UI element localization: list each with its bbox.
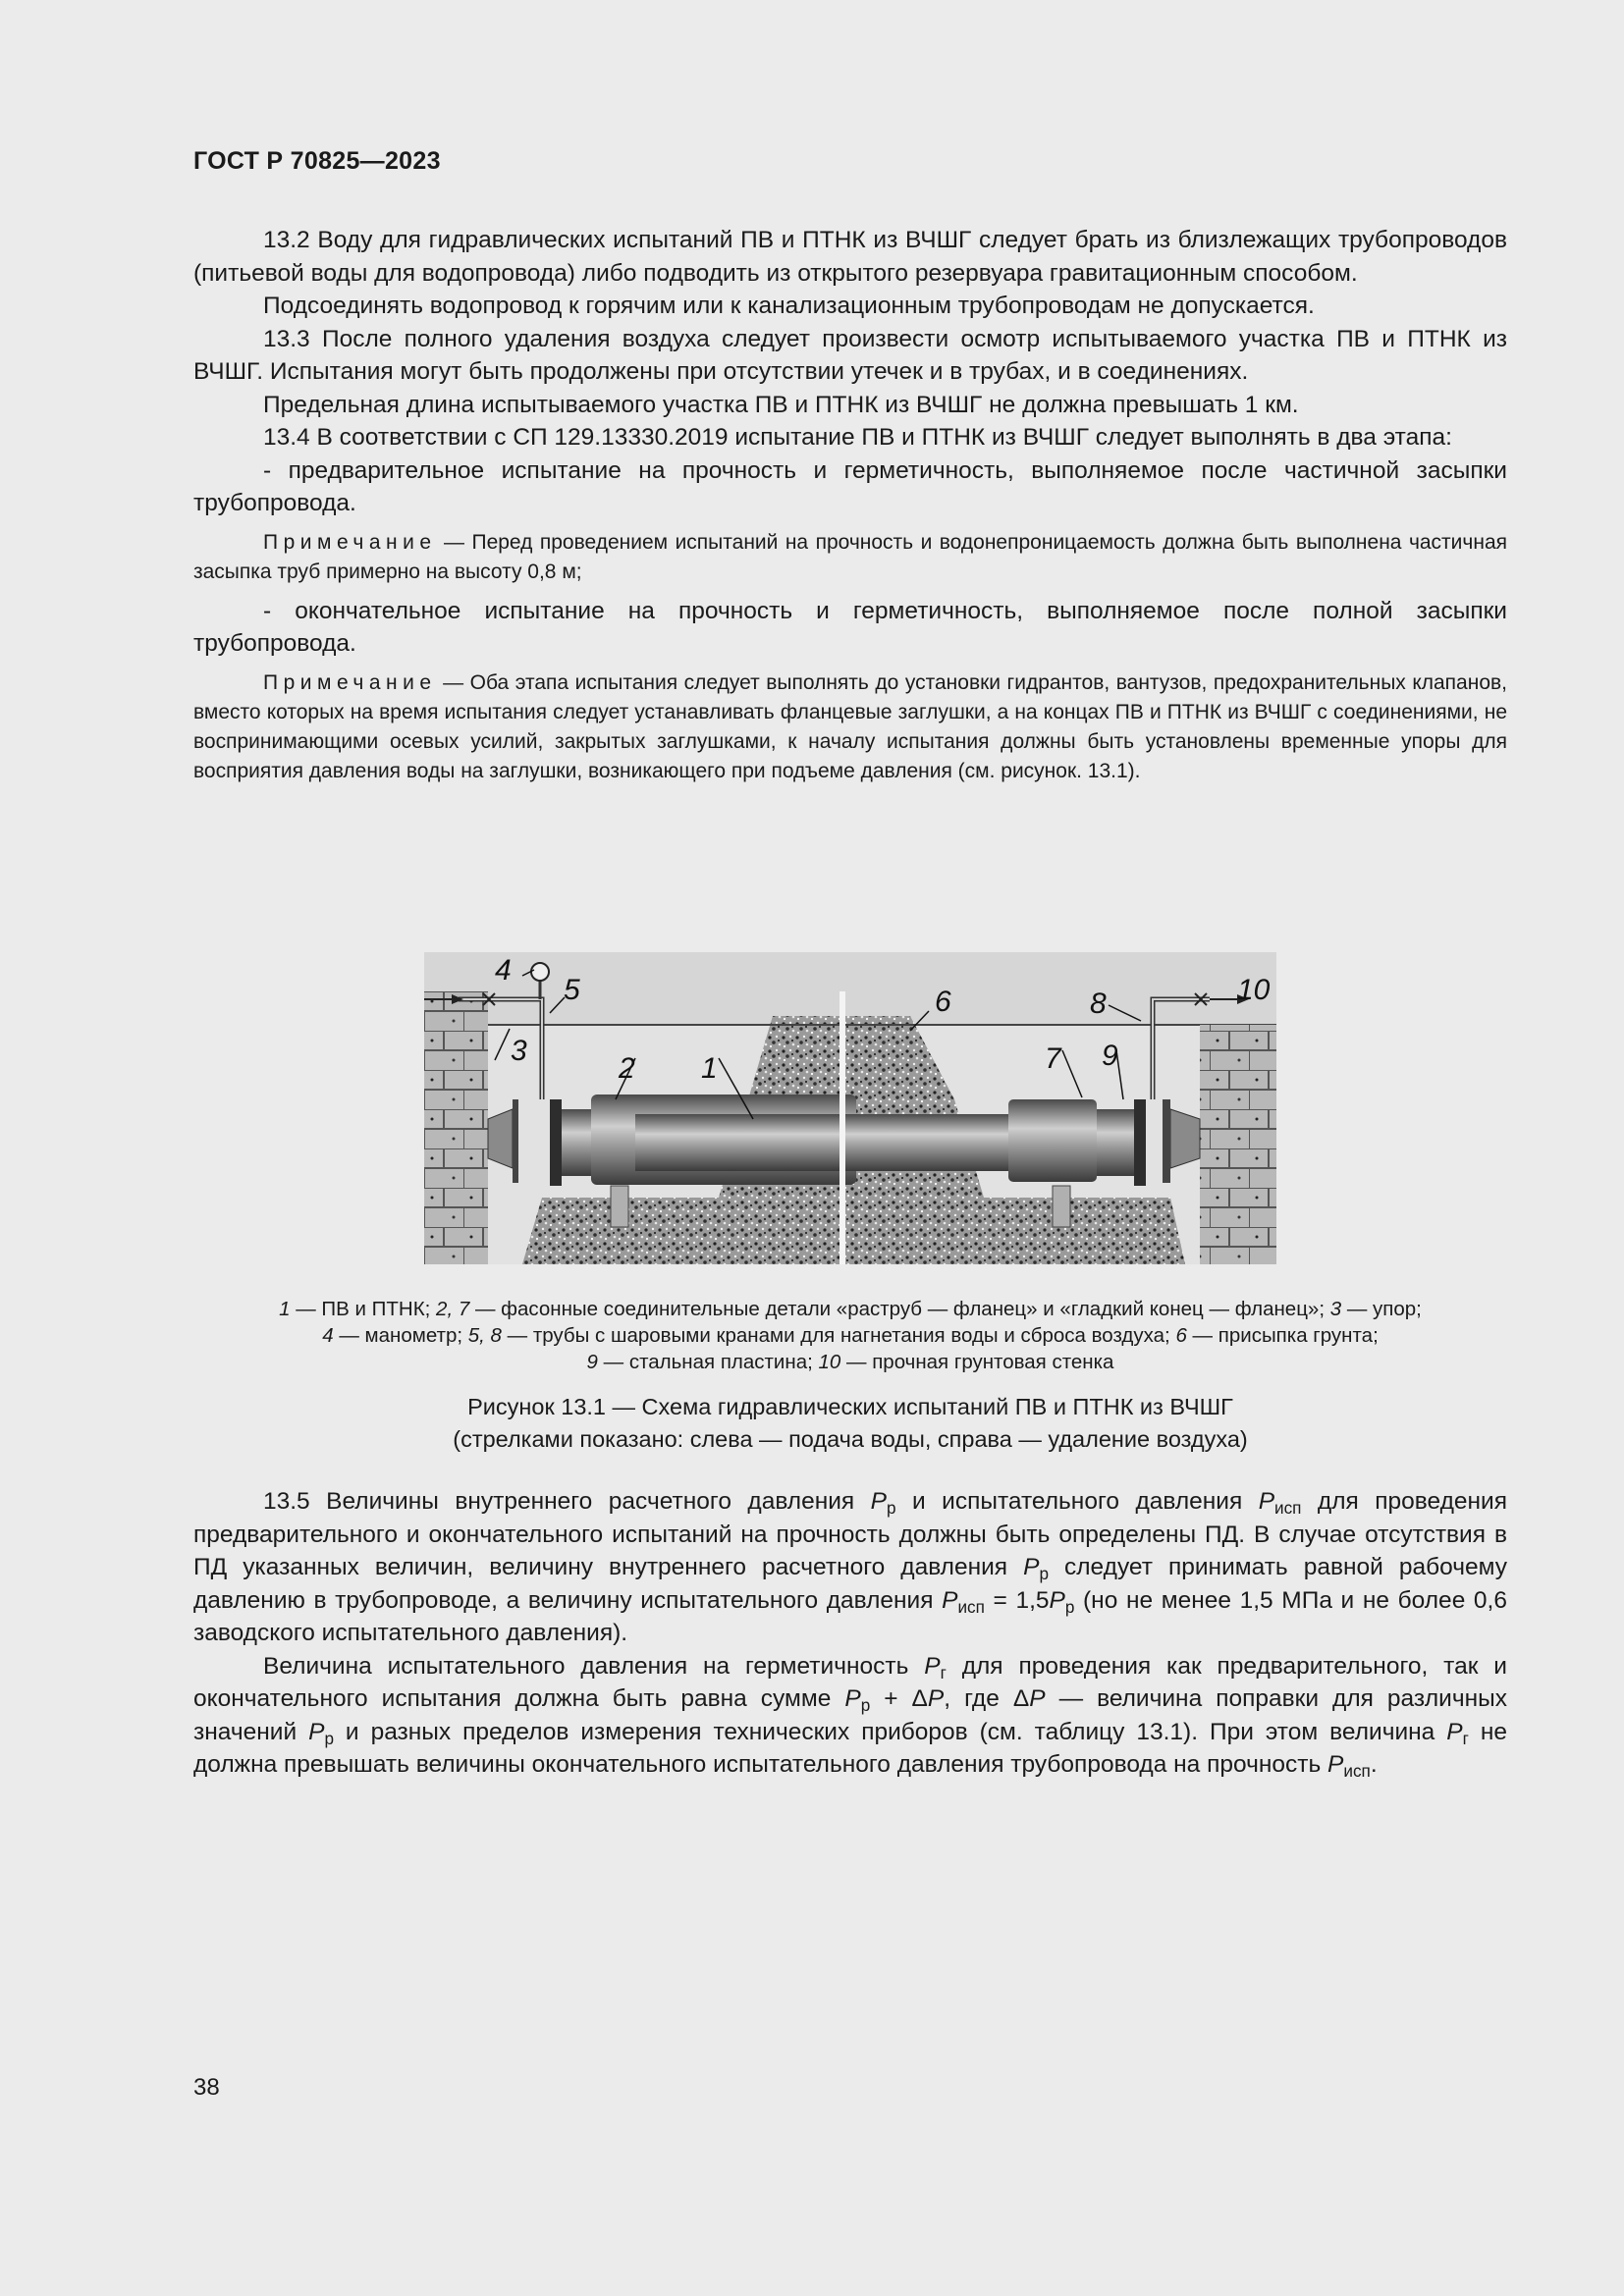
figure-label: 10	[1237, 974, 1271, 1006]
legend-number: 6	[1175, 1324, 1187, 1347]
legend-number: 9	[586, 1351, 598, 1373]
right-flange	[1134, 1099, 1146, 1186]
figure-label: 4	[495, 954, 512, 987]
legend-text: — ПВ и ПТНК;	[290, 1298, 437, 1320]
left-steel-plate	[513, 1099, 518, 1183]
paragraph: 13.3 После полного удаления воздуха следует произвести осмотр испытываемого участка ПВ и ПТНК из ВЧШГ. Испытания могут быть продолжены при отсутствии утечек и в трубах, и в соединениях.	[193, 325, 1507, 385]
note	[193, 528, 1507, 587]
right-soil-wall	[1200, 1025, 1276, 1264]
pipe-body	[871, 1114, 1028, 1171]
legend-text: — стальная пластина;	[597, 1351, 819, 1373]
figure-label: 9	[1102, 1040, 1118, 1072]
legend-text: — прочная грунтовая стенка	[840, 1351, 1114, 1373]
legend-line	[193, 1296, 1507, 1322]
pipe-support	[1053, 1186, 1070, 1227]
figure-label: 2	[619, 1052, 635, 1085]
left-soil-wall	[424, 991, 488, 1264]
legend-number: 2, 7	[436, 1298, 470, 1320]
paragraph: 13.5 Величины внутреннего расчетного давления $P_р$ и испытательного давления $P_{исп}$ для проведения предварительного и окончательного испытаний на прочность должны быть определены ПД. В случае отсутствия в ПД указанных величин, величину внутреннего расчетного давления $P_р$ следует принимать равной рабочему давлению в трубопроводе, а величину испытательного давления $P_{исп} = 1,5P_р$ (но не менее 1,5 МПа и не более 0,6 заводского испытательного давления).	[193, 1488, 1507, 1646]
legend-text: — фасонные соединительные детали «раструб — фланец» и «гладкий конец — фланец»;	[469, 1298, 1330, 1320]
caption-title: Рисунок 13.1 — Схема гидравлических испытаний ПВ и ПТНК из ВЧШГ	[467, 1394, 1233, 1419]
legend-number: 10	[818, 1351, 841, 1373]
legend-number: 4	[322, 1324, 334, 1347]
figure-caption	[193, 1391, 1507, 1456]
legend-text: — присыпка грунта;	[1186, 1324, 1379, 1347]
paragraph: Подсоединять водопровод к горячим или к канализационным трубопроводам не допускается.	[263, 293, 1315, 319]
caption-subtitle: (стрелками показано: слева — подача воды, справа — удаление воздуха)	[453, 1426, 1248, 1452]
figure-label: 6	[935, 986, 951, 1018]
left-flange	[550, 1099, 562, 1186]
note-label: Примечание	[263, 530, 437, 554]
figure-legend	[193, 1296, 1507, 1375]
document-code: ГОСТ Р 70825—2023	[193, 147, 441, 175]
left-thrust-stop	[488, 1109, 513, 1168]
right-fitting	[1097, 1109, 1136, 1176]
right-thrust-stop	[1170, 1109, 1200, 1168]
legend-number: 5, 8	[467, 1324, 502, 1347]
break-gap	[839, 991, 845, 1264]
figure-label: 8	[1090, 988, 1107, 1020]
legend-number: 1	[279, 1298, 291, 1320]
paragraph: 13.2 Воду для гидравлических испытаний ПВ и ПТНК из ВЧШГ следует брать из близлежащих трубопроводов (питьевой воды для водопровода) либо подводить из открытого резервуара гравитационным способом.	[193, 227, 1507, 287]
left-fitting	[562, 1109, 596, 1176]
paragraph: 13.4 В соответствии с СП 129.13330.2019 испытание ПВ и ПТНК из ВЧШГ следует выполнять в два этапа:	[263, 424, 1452, 451]
manometer	[531, 963, 549, 981]
note-text: — Оба этапа испытания следует выполнять до установки гидрантов, вантузов, предохранительных клапанов, вместо которых на время испытания следует устанавливать фланцевые заглушки, а на концах ПВ и ПТНК из ВЧШГ с соединениями, не воспринимающими осевых усилий, закрытых заглушками, к началу испытания должны быть установлены временные упоры для восприятия давления воды на заглушки, возникающего при подъеме давления (см. рисунок. 13.1).	[193, 670, 1507, 782]
section-13-2-13-4	[193, 224, 1507, 794]
note-label: Примечание	[263, 670, 437, 694]
figure-label: 5	[564, 974, 580, 1006]
legend-text: — упор;	[1341, 1298, 1422, 1320]
figure-label: 7	[1045, 1042, 1061, 1075]
pipe-support	[611, 1186, 628, 1227]
figure-label: 1	[701, 1052, 718, 1085]
legend-number: 3	[1329, 1298, 1342, 1320]
legend-line	[193, 1349, 1507, 1375]
note	[193, 668, 1507, 786]
right-steel-plate	[1163, 1099, 1170, 1183]
legend-text: — трубы с шаровыми кранами для нагнетания воды и сброса воздуха;	[501, 1324, 1176, 1347]
paragraph: - предварительное испытание на прочность и герметичность, выполняемое после частичной засыпки трубопровода.	[193, 456, 1507, 516]
paragraph: Предельная длина испытываемого участка ПВ и ПТНК из ВЧШГ не должна превышать 1 км.	[263, 391, 1299, 418]
figure-label: 3	[511, 1035, 527, 1067]
pipe-socket-right	[1008, 1099, 1097, 1182]
legend-text: — манометр;	[333, 1324, 468, 1347]
section-13-5	[193, 1485, 1507, 1782]
paragraph: Величина испытательного давления на герметичность $P_г$ для проведения как предварительного, так и окончательного испытания должна быть равна сумме $P_р + \Delta P$, где ΔP — величина поправки для различных значений $P_р$ и разных пределов измерения технических приборов (см. таблицу 13.1). При этом величина $P_г$ не должна превышать величины окончательного испытательного давления трубопровода на прочность $P_{исп}$.	[193, 1652, 1507, 1781]
pipe-body	[635, 1114, 871, 1171]
legend-line	[193, 1322, 1507, 1349]
figure-13-1-diagram	[424, 952, 1276, 1264]
paragraph: - окончательное испытание на прочность и герметичность, выполняемое после полной засыпки трубопровода.	[193, 597, 1507, 657]
page-number: 38	[193, 2074, 220, 2101]
note-text: — Перед проведением испытаний на прочность и водонепроницаемость должна быть выполнена частичная засыпка труб примерно на высоту 0,8 м;	[193, 530, 1507, 583]
